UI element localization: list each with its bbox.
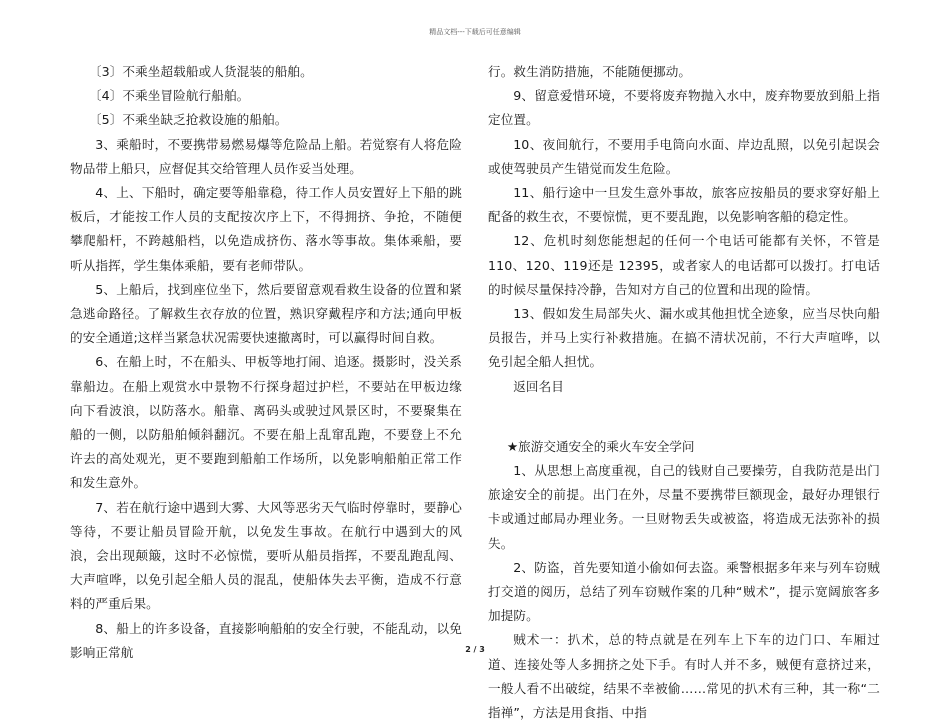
paragraph: 〔5〕不乘坐缺乏抢救设施的船舶。 [88, 112, 288, 128]
right-column [488, 60, 880, 725]
paragraph-spacer [488, 399, 880, 435]
page-header: 精品文档---下载后可任意编辑 [429, 28, 521, 36]
paragraph: 行。救生消防措施，不能随便挪动。 [488, 64, 692, 79]
paragraph: 5、上船后，找到座位坐下，然后要留意观看救生设备的位置和紧急逃命路径。了解救生衣存放的位置，熟识穿戴程序和方法;通向甲板的安全通道;这样当紧急状况需要快速撤离时，可以赢得时间自救。 [70, 281, 462, 346]
paragraph: 12、危机时刻您能想起的任何一个电话可能都有关怀，不管是 110、120、119还是 12395，或者家人的电话都可以拨打。打电话的时候尽量保持冷静，告知对方自己的位置和出现的险情。 [488, 233, 880, 297]
paragraph: 2、防盗，首先要知道小偷如何去盗。乘警根据多年来与列车窃贼打交道的阅历，总结了列车窃贼作案的几种“贼术”，提示宽阔旅客多加提防。 [488, 559, 880, 624]
paragraph: 8、船上的许多设备，直接影响船舶的安全行驶，不能乱动，以免影响正常航 [70, 620, 462, 660]
paragraph: 〔3〕不乘坐超载船或人货混装的船舶。 [88, 64, 313, 79]
paragraph: 6、在船上时，不在船头、甲板等地打闹、追逐。摄影时，没关系靠船边。在船上观赏水中景物不行探身超过护栏，不要站在甲板边缘向下看波浪，以防落水。船靠、离码头或驶过风景区时，不要聚集在船的一侧，以防船舶倾斜翻沉。不要在船上乱窜乱跑，不要登上不允许去的高处观光，更不要跑到船舶工作场所，以免影响船舶正常工作和发生意外。 [70, 354, 462, 491]
paragraph: 4、上、下船时，确定要等船靠稳，待工作人员安置好上下船的跳板后，才能按工作人员的支配按次序上下，不得拥挤、争抢，不随便攀爬船杆，不跨越船档，以免造成挤伤、落水等事故。集体乘船，要听从指挥，学生集体乘船，要有老师带队。 [70, 185, 462, 273]
paragraph: 贼术一：扒术，总的特点就是在列车上下车的边门口、车厢过道、连接处等人多拥挤之处下手。有时人并不多，贼便有意挤过来，一般人看不出破绽，结果不幸被偷……常见的扒术有三种，其一称“二指禅”，方法是用食指、中指 [488, 632, 880, 721]
paragraph: 10、夜间航行，不要用手电筒向水面、岸边乱照，以免引起误会或使驾驶员产生错觉而发生危险。 [488, 136, 880, 176]
paragraph: 返回名目 [513, 378, 564, 394]
paragraph: 〔4〕不乘坐冒险航行船舶。 [88, 88, 250, 104]
paragraph: 9、留意爱惜环境，不要将废弃物抛入水中，废弃物要放到船上指定位置。 [488, 88, 880, 128]
paragraph: 13、假如发生局部失火、漏水或其他担忧全迹象，应当尽快向船员报告，并马上实行补救措施。在搞不清状况前，不行大声喧哗，以免引起全船人担忧。 [488, 306, 880, 370]
section-heading: ★旅游交通安全的乘火车安全学问 [506, 438, 695, 454]
left-column [70, 60, 462, 665]
paragraph: 1、从思想上高度重视，自己的钱财自己要操劳，自我防范是出门旅途安全的前提。出门在外，尽量不要携带巨额现金，最好办理银行卡或通过邮局办理业务。一旦财物丢失或被盗，将造成无法弥补的损失。 [488, 463, 880, 551]
page-number: 2 / 3 [465, 645, 485, 654]
paragraph: 11、船行途中一旦发生意外事故，旅客应按船员的要求穿好船上配备的救生衣，不要惊慌，更不要乱跑，以免影响客船的稳定性。 [488, 185, 880, 225]
paragraph: 3、乘船时，不要携带易燃易爆等危险品上船。若觉察有人将危险物品带上船只，应督促其交给管理人员作妥当处理。 [70, 136, 462, 176]
paragraph: 7、若在航行途中遇到大雾、大风等恶劣天气临时停靠时，要静心等待，不要让船员冒险开航，以免发生事故。在航行中遇到大的风浪，会出现颠簸，这时不必惊慌，要听从船员指挥，不要乱跑乱闯、大声喧哗，以免引起全船人员的混乱，使船体失去平衡，造成不行意料的严重后果。 [70, 499, 462, 612]
